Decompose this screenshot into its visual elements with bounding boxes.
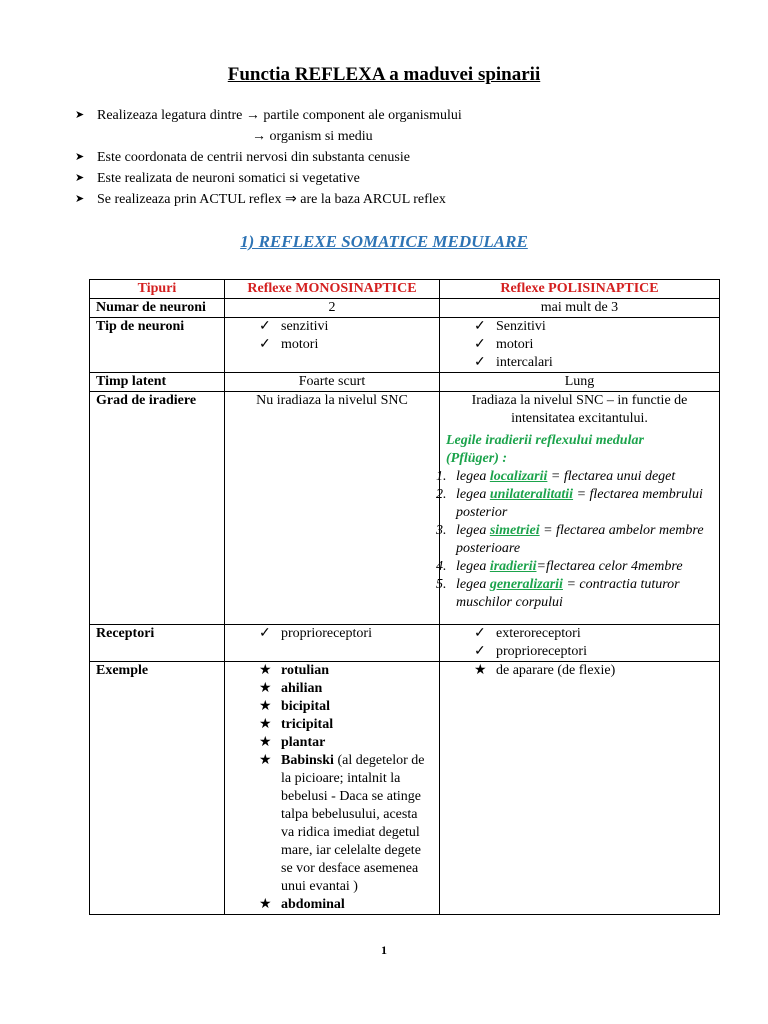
list-item: ✓ proprioreceptori (474, 644, 587, 659)
checkmark-icon: ✓ (474, 319, 486, 334)
star-icon: ★ (259, 735, 272, 750)
star-icon: ★ (474, 663, 487, 678)
implies-icon: ⇒ (285, 192, 297, 207)
check-list (231, 625, 433, 643)
list-item: ★ abdominal (259, 897, 345, 912)
bullet-continuation: → organism si mediu (75, 126, 715, 147)
table-cell (225, 662, 440, 915)
list-item: ★ ahilian (259, 681, 323, 696)
list-item: ★ rotulian (259, 663, 329, 678)
table-cell (440, 625, 720, 662)
check-list (231, 318, 433, 354)
row-label: Receptori (90, 625, 225, 662)
checkmark-icon: ✓ (474, 644, 486, 659)
bullet-item: ➤ Este realizata de neuroni somatici si vegetative (75, 168, 715, 189)
checkmark-icon: ✓ (474, 355, 486, 370)
table-cell (225, 318, 440, 373)
list-item: 5. legea generalizarii = contractia tuturor muschilor corpului (436, 577, 680, 610)
list-item: ✓ proprioreceptori (259, 626, 372, 641)
arrow-icon: → (245, 108, 260, 123)
header-cell: Tipuri (90, 280, 225, 299)
bullet-arrow-icon: ➤ (75, 193, 85, 205)
table-header-row (90, 280, 720, 299)
header-cell: Reflexe POLISINAPTICE (440, 280, 720, 299)
laws-list (436, 468, 713, 612)
reflex-comparison-table (89, 279, 720, 915)
document-title: Functia REFLEXA a maduvei spinarii (227, 64, 541, 85)
checkmark-icon: ✓ (474, 626, 486, 641)
list-item: 4. legea iradierii=flectarea celor 4membre (436, 559, 683, 574)
bullet-arrow-icon: ➤ (75, 151, 85, 163)
header-cell: Reflexe MONOSINAPTICE (225, 280, 440, 299)
check-list (446, 318, 713, 372)
row-label: Timp latent (90, 373, 225, 392)
table-cell (436, 392, 720, 625)
list-item: ★ plantar (259, 735, 326, 750)
table-row (90, 662, 720, 915)
list-item: 3. legea simetriei = flectarea ambelor membre posterioare (436, 523, 704, 556)
table-cell: mai mult de 3 (440, 299, 720, 318)
star-list (231, 662, 433, 914)
bullet-item: ➤ Este coordonata de centrii nervosi din substanta cenusie (75, 147, 715, 168)
table-row (90, 299, 720, 318)
list-item: ✓ senzitivi (259, 319, 329, 334)
table-cell: 2 (225, 299, 440, 318)
table-row (90, 373, 720, 392)
table-cell (440, 662, 720, 915)
table-cell: Foarte scurt (225, 373, 440, 392)
table-cell: Lung (440, 373, 720, 392)
checkmark-icon: ✓ (474, 337, 486, 352)
bullet-item: ➤ Se realizeaza prin ACTUL reflex ⇒ are la baza ARCUL reflex (75, 189, 715, 210)
list-item: ★ bicipital (259, 699, 331, 714)
list-item: 2. legea unilateralitatii = flectarea membrului posterior (436, 487, 703, 520)
table-cell (440, 318, 720, 373)
star-icon: ★ (259, 699, 272, 714)
table-row (90, 625, 720, 662)
check-list (446, 625, 713, 661)
bullet-item: ➤ Realizeaza legatura dintre → partile component ale organismului (75, 105, 715, 126)
list-item: ★ Babinski (al degetelor de la picioare; intalnit la bebelusi - Daca se atinge talpa bebelusului, acesta va ridica imediat degetul mare, iar celelalte degete se vor desface asemenea unui evantai ) (259, 753, 425, 894)
star-list (446, 662, 713, 680)
intro-bullet-list (75, 105, 715, 210)
star-icon: ★ (259, 663, 272, 678)
row-label: Grad de iradiere (90, 392, 225, 625)
table-cell: Nu iradiaza la nivelul SNC (225, 392, 440, 625)
bullet-arrow-icon: ➤ (75, 172, 85, 184)
irradiation-intro: Iradiaza la nivelul SNC – in functie de intensitatea excitantului. (471, 393, 688, 426)
checkmark-icon: ✓ (259, 319, 271, 334)
star-icon: ★ (259, 681, 272, 696)
checkmark-icon: ✓ (259, 626, 271, 641)
list-item: ✓ exteroreceptori (474, 626, 581, 641)
list-item: ★ tricipital (259, 717, 334, 732)
page-number: 1 (381, 943, 387, 957)
checkmark-icon: ✓ (259, 337, 271, 352)
list-item: ✓ Senzitivi (474, 319, 546, 334)
arrow-icon: → (252, 129, 266, 144)
table-row (90, 318, 720, 373)
section-title: 1) REFLEXE SOMATICE MEDULARE (240, 232, 528, 251)
star-icon: ★ (259, 897, 272, 912)
list-item: 1. legea localizarii = flectarea unui deget (436, 469, 676, 484)
star-icon: ★ (259, 717, 272, 732)
table-row (90, 392, 720, 625)
list-item: ✓ motori (259, 337, 319, 352)
list-item: ★ de aparare (de flexie) (474, 663, 616, 678)
row-label: Tip de neuroni (90, 318, 225, 373)
table-cell (225, 625, 440, 662)
bullet-arrow-icon: ➤ (75, 109, 85, 121)
list-item: ✓ intercalari (474, 355, 553, 370)
row-label: Exemple (90, 662, 225, 915)
row-label: Numar de neuroni (90, 299, 225, 318)
laws-title: Legile iradierii reflexului medular (Pflüger) : (446, 433, 644, 466)
list-item: ✓ motori (474, 337, 534, 352)
star-icon: ★ (259, 753, 272, 768)
